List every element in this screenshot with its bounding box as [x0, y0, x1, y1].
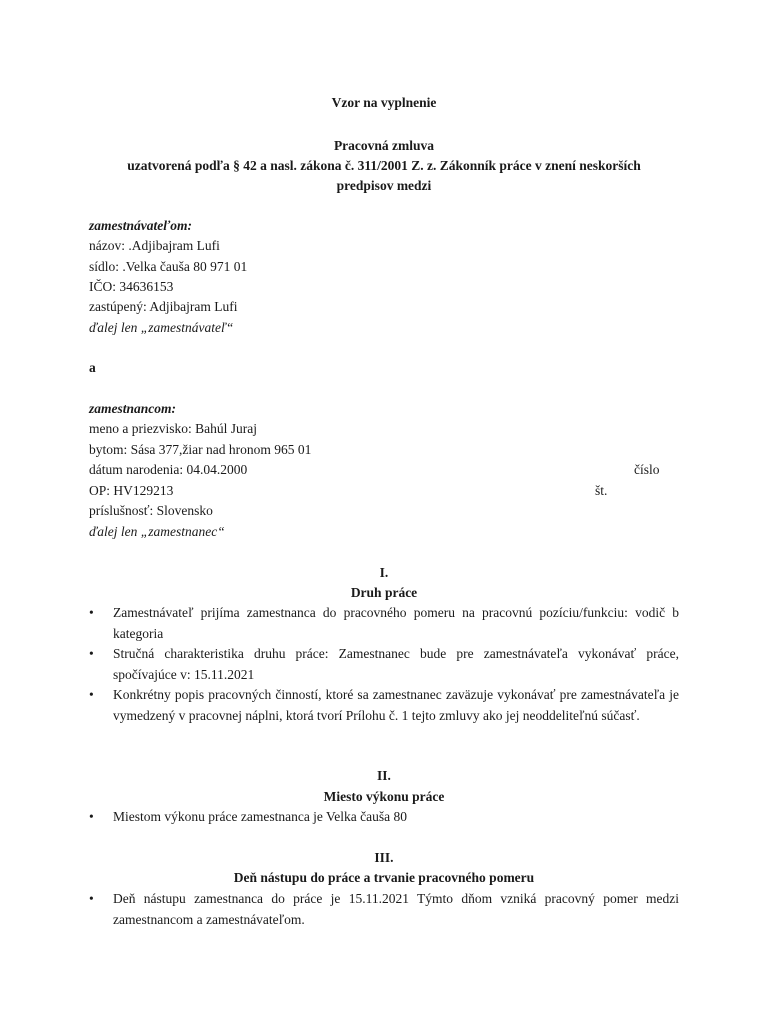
employer-alias: ďalej len „zamestnávateľ“ [89, 320, 234, 335]
contract-subtitle-line1: uzatvorená podľa § 42 a nasl. zákona č. 311/2001 Z. z. Zákonník práce v znení neskorších [127, 158, 641, 173]
bullet-symbol: • [89, 891, 94, 906]
bullet-symbol: • [89, 809, 94, 824]
employee-heading: zamestnancom: [89, 401, 177, 416]
section-1-title: Druh práce [350, 585, 418, 600]
contract-title: Pracovná zmluva [333, 138, 435, 153]
section-3-title: Deň nástupu do práce a trvanie pracovného pomeru [233, 870, 535, 885]
list-item [89, 807, 679, 828]
list-item-text: Miestom výkonu práce zamestnanca je Velka čauša 80 [113, 809, 408, 824]
section-2-number: II. [377, 768, 391, 783]
employer-name: názov: .Adjibajram Lufi [89, 238, 220, 253]
employer-represented: zastúpený: Adjibajram Lufi [89, 299, 238, 314]
employee-op: OP: HV129213 [89, 483, 174, 498]
template-title: Vzor na vyplnenie [331, 95, 437, 110]
employee-id-number-label: číslo [634, 462, 660, 477]
section-3-number: III. [374, 850, 394, 865]
section-2-title: Miesto výkonu práce [323, 789, 445, 804]
list-item-text: Konkrétny popis pracovných činností, ktoré sa zamestnanec zaväzuje vykonávať pre zamestnávateľa je vymedzený v pracovnej náplni, ktorá tvorí Prílohu č. 1 tejto zmluvy ako jej neoddeliteľnú súčasť. [113, 687, 679, 723]
list-item [89, 603, 679, 644]
employer-heading: zamestnávateľom: [89, 218, 193, 233]
list-item-text: Stručná charakteristika druhu práce: Zamestnanec bude pre zamestnávateľa vykonávať práce, spočívajúce v: 15.11.2021 [113, 646, 679, 682]
contract-subtitle-line2: predpisov medzi [336, 178, 432, 193]
bullet-symbol: • [89, 687, 94, 702]
list-item [89, 644, 679, 685]
list-item [89, 685, 679, 726]
employee-birth-date: dátum narodenia: 04.04.2000 [89, 462, 248, 477]
employee-name: meno a priezvisko: Bahúl Juraj [89, 421, 257, 436]
employer-ico: IČO: 34636153 [89, 279, 174, 294]
list-item-text: Deň nástupu zamestnanca do práce je 15.11.2021 Týmto dňom vzniká pracovný pomer medzi zamestnancom a zamestnávateľom. [113, 891, 679, 927]
employer-seat: sídlo: .Velka čauša 80 971 01 [89, 259, 248, 274]
conjunction: a [89, 360, 96, 375]
bullet-symbol: • [89, 646, 94, 661]
employee-nationality: príslušnosť: Slovensko [89, 503, 213, 518]
employee-st-label: št. [595, 483, 608, 498]
list-item-text: Zamestnávateľ prijíma zamestnanca do pracovného pomeru na pracovnú pozíciu/funkciu: vodič b kategoria [113, 605, 679, 641]
section-1-number: I. [379, 565, 389, 580]
list-item [89, 889, 679, 930]
employee-address: bytom: Sása 377,žiar nad hronom 965 01 [89, 442, 312, 457]
bullet-symbol: • [89, 605, 94, 620]
employee-alias: ďalej len „zamestnanec“ [89, 524, 225, 539]
